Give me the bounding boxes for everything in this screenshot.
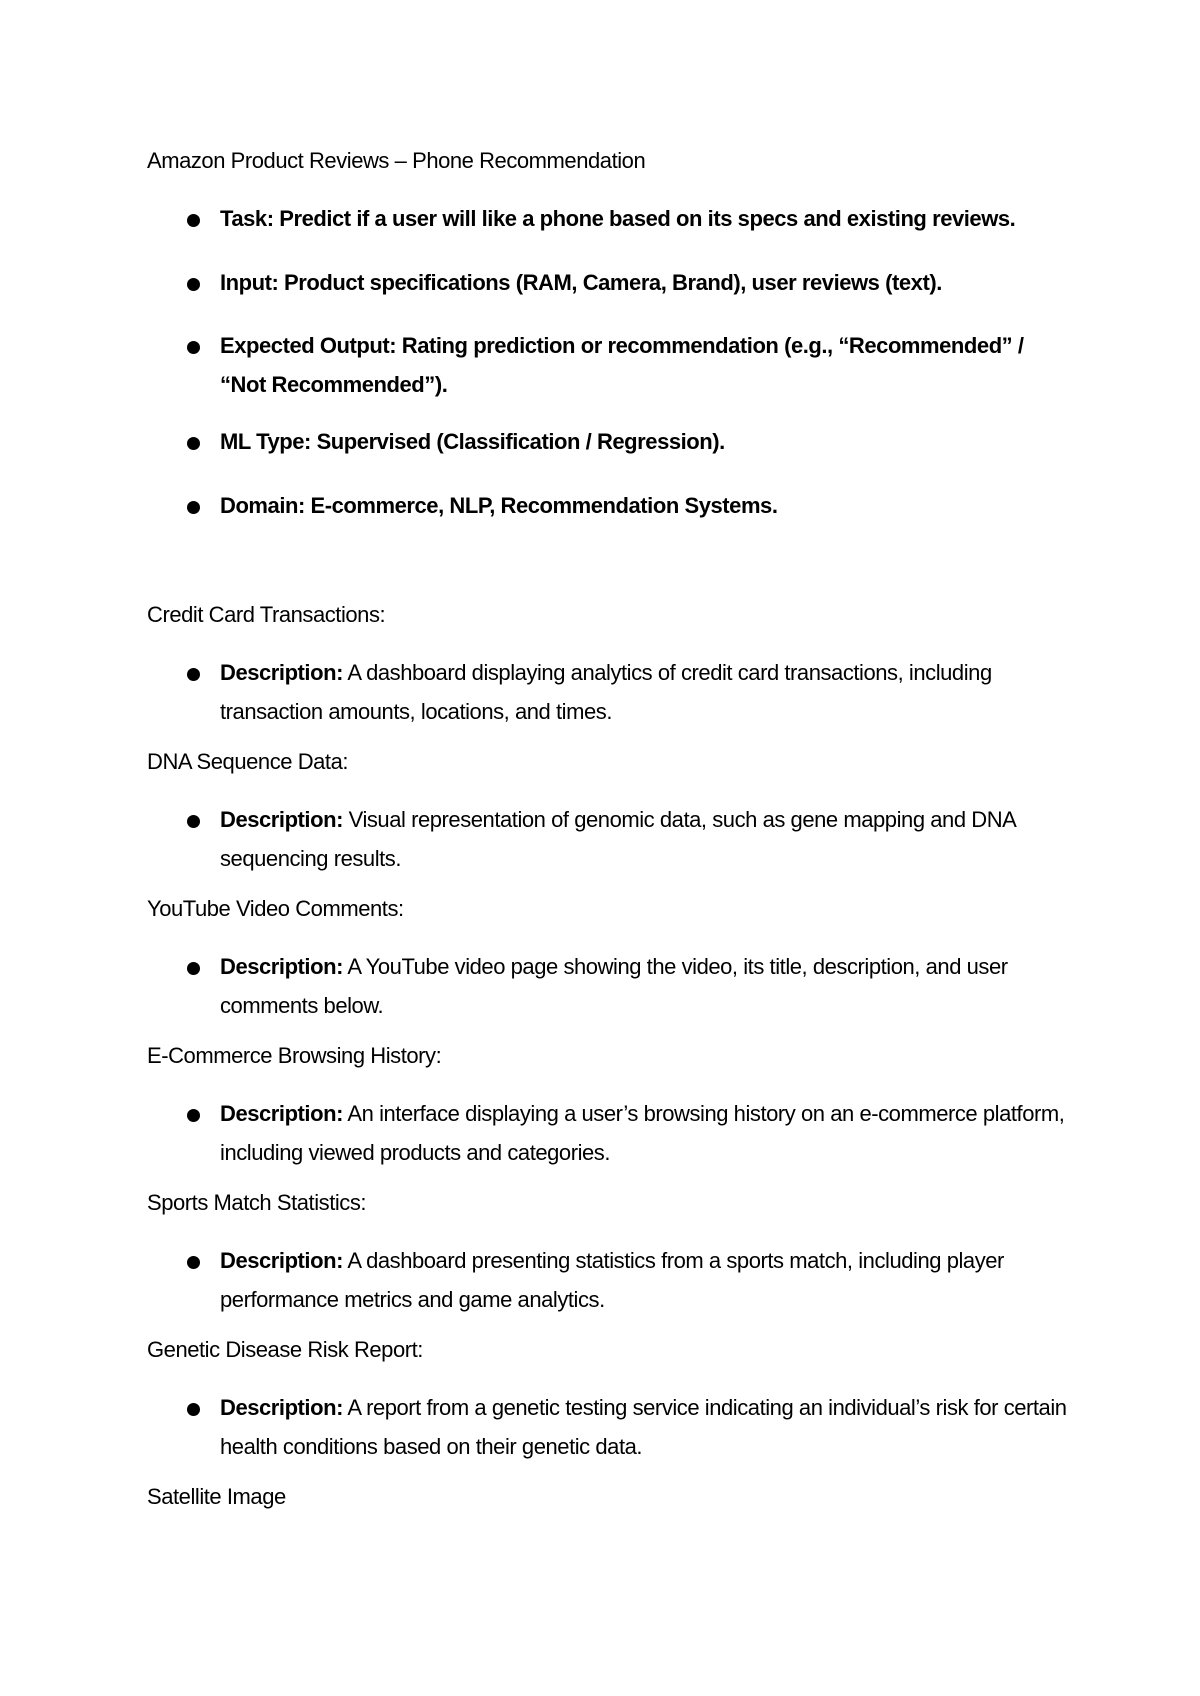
list-item: Expected Output: Rating prediction or recommendation (e.g., “Recommended” / “Not Recommended”).	[220, 333, 1024, 397]
description-text: Visual representation of genomic data, such as gene mapping and DNA sequencing results.	[220, 807, 1016, 871]
section-title-sports: Sports Match Statistics:	[147, 1190, 367, 1215]
list-item: Task: Predict if a user will like a phone based on its specs and existing reviews.	[220, 206, 1016, 231]
bullet-icon	[187, 962, 200, 975]
section-title-dna: DNA Sequence Data:	[147, 749, 349, 774]
list-item	[220, 1094, 1070, 1172]
bullet-icon	[187, 437, 200, 450]
list-item: Domain: E-commerce, NLP, Recommendation Systems.	[220, 493, 778, 518]
bullet-icon	[187, 1109, 200, 1122]
bullet-icon	[187, 1256, 200, 1269]
description-text: A report from a genetic testing service indicating an individual’s risk for certain health conditions based on their genetic data.	[220, 1395, 1067, 1459]
description-label: Description:	[220, 660, 343, 685]
section-title-ecommerce: E-Commerce Browsing History:	[147, 1043, 442, 1068]
bullet-icon	[187, 501, 200, 514]
list-item	[220, 800, 1070, 878]
bullet-icon	[187, 1403, 200, 1416]
description-label: Description:	[220, 1101, 343, 1126]
description-label: Description:	[220, 1395, 343, 1420]
section-title-credit-card: Credit Card Transactions:	[147, 602, 386, 627]
bullet-icon	[187, 214, 200, 227]
bullet-icon	[187, 278, 200, 291]
description-text: A dashboard displaying analytics of credit card transactions, including transaction amounts, locations, and times.	[220, 660, 992, 724]
list-item: ML Type: Supervised (Classification / Regression).	[220, 429, 725, 454]
bullet-icon	[187, 341, 200, 354]
section-title-satellite: Satellite Image	[147, 1484, 286, 1509]
bullet-icon	[187, 668, 200, 681]
list-item	[220, 1388, 1070, 1466]
list-item	[220, 947, 1070, 1025]
description-text: A YouTube video page showing the video, its title, description, and user comments below.	[220, 954, 1008, 1018]
description-label: Description:	[220, 1248, 343, 1273]
list-item	[220, 653, 1070, 731]
list-item	[220, 1241, 1070, 1319]
section-title-genetic: Genetic Disease Risk Report:	[147, 1337, 423, 1362]
description-label: Description:	[220, 954, 343, 979]
description-text: An interface displaying a user’s browsing history on an e-commerce platform, including viewed products and categories.	[220, 1101, 1065, 1165]
description-text: A dashboard presenting statistics from a sports match, including player performance metrics and game analytics.	[220, 1248, 1004, 1312]
description-label: Description:	[220, 807, 343, 832]
section-title-amazon: Amazon Product Reviews – Phone Recommendation	[147, 148, 646, 173]
list-item: Input: Product specifications (RAM, Camera, Brand), user reviews (text).	[220, 270, 942, 295]
bullet-icon	[187, 815, 200, 828]
section-title-youtube: YouTube Video Comments:	[147, 896, 404, 921]
